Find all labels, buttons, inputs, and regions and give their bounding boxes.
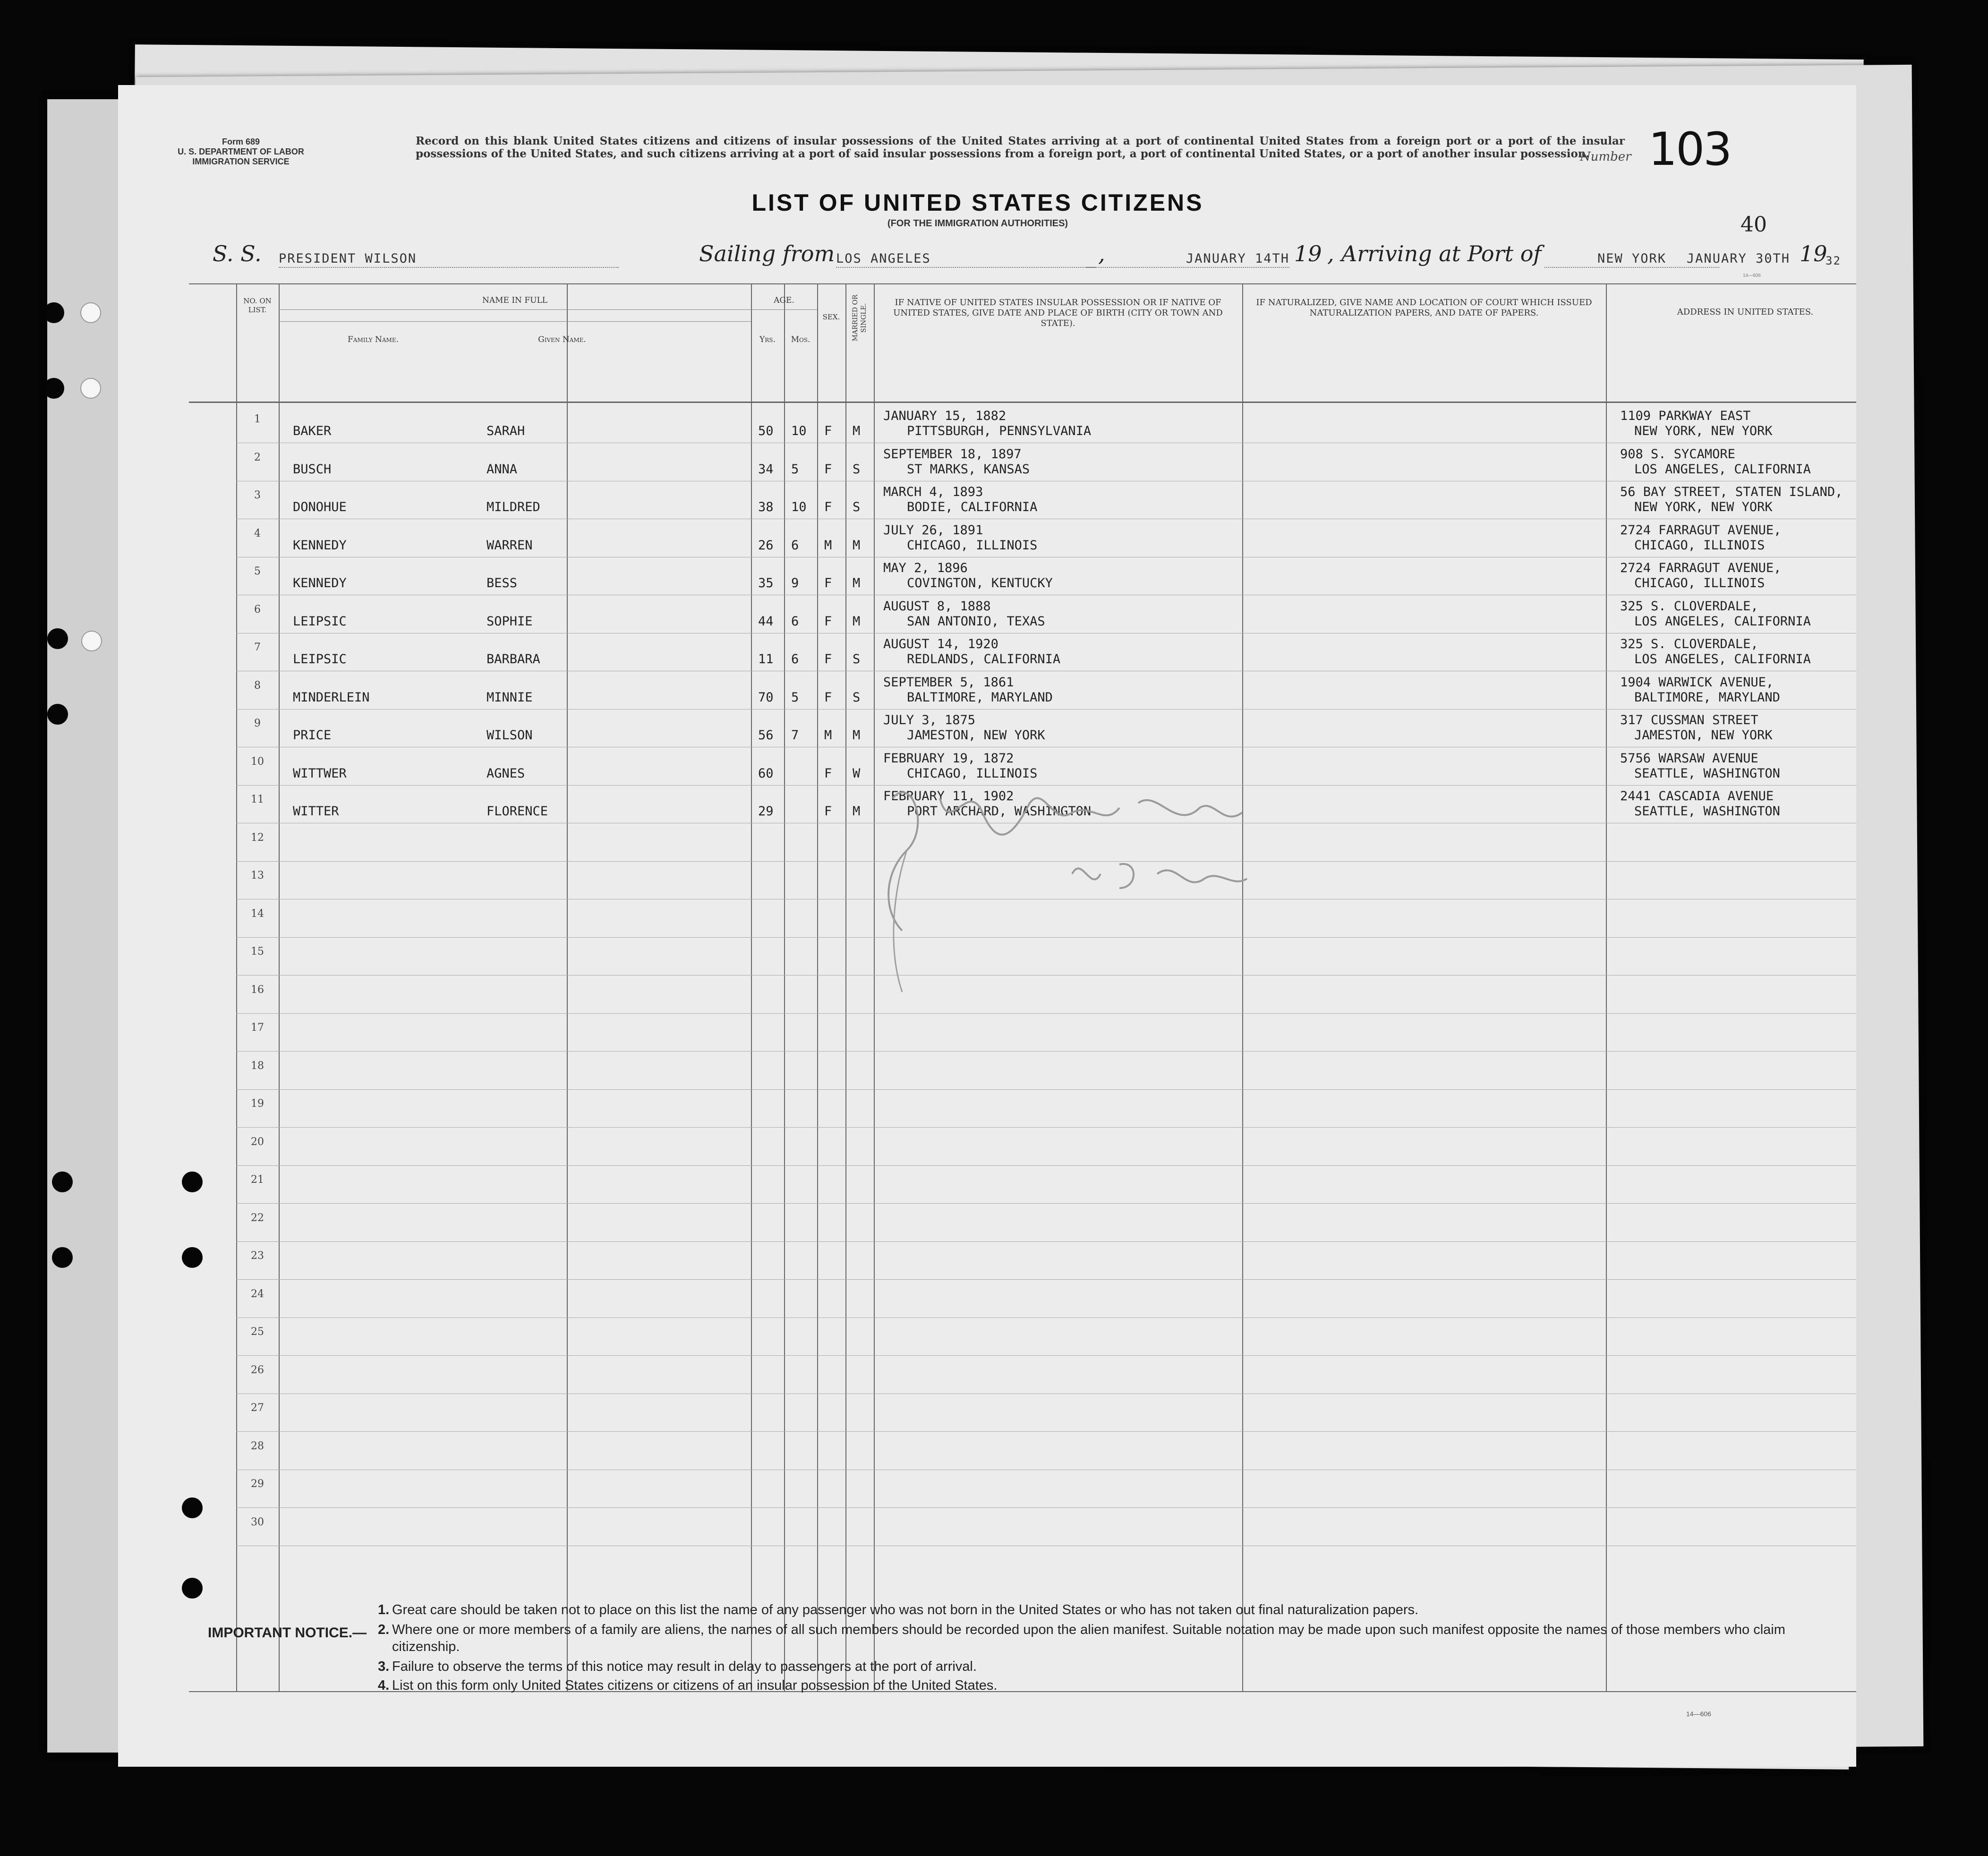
row-rule xyxy=(236,1051,1856,1052)
header-birth: IF NATIVE OF UNITED STATES INSULAR POSSESSION OR IF NATIVE OF UNITED STATES, GIVE DATE AND PLACE OF BIRTH (CITY OR TOWN AND STATE). xyxy=(893,298,1223,328)
row-number: 22 xyxy=(251,1212,264,1224)
family-name-cell: KENNEDY xyxy=(293,576,347,590)
service-name: IMMIGRATION SERVICE xyxy=(192,157,290,166)
birth-date-cell: JANUARY 15, 1882 xyxy=(883,409,1007,423)
age-months-cell: 9 xyxy=(791,576,799,590)
row-number: 1 xyxy=(254,413,261,425)
address-line2-cell: CHICAGO, ILLINOIS xyxy=(1634,576,1765,590)
department-name: U. S. DEPARTMENT OF LABOR xyxy=(178,147,304,156)
sex-cell: F xyxy=(824,690,832,705)
address-line2-cell: NEW YORK, NEW YORK xyxy=(1634,500,1773,514)
ss-label: S. S. xyxy=(213,241,262,266)
binder-hole xyxy=(182,1497,203,1518)
family-name-cell: PRICE xyxy=(293,728,332,743)
number-label: Number xyxy=(1580,150,1631,164)
family-name-cell: BAKER xyxy=(293,424,332,438)
row-rule xyxy=(236,1507,1856,1508)
row-number: 18 xyxy=(251,1060,264,1072)
address-line1-cell: 317 CUSSMAN STREET xyxy=(1620,713,1758,727)
row-number: 16 xyxy=(251,984,264,996)
manifest-page xyxy=(118,85,1856,1767)
record-instructions: Record on this blank United States citizens and citizens of insular possessions of the United States arriving at a port of continental United States from a foreign port or a port of the insular possessions of the United States, and such citizens arriving at a port of said insular possessions from a foreign port, a port of continental United States, or a port of another insular possession. xyxy=(416,135,1625,160)
sex-cell: F xyxy=(824,462,832,477)
birth-date-cell: SEPTEMBER 18, 1897 xyxy=(883,446,1022,462)
address-line2-cell: SEATTLE, WASHINGTON xyxy=(1634,804,1780,819)
sex-cell: F xyxy=(824,804,832,819)
sex-cell: F xyxy=(824,424,832,438)
row-number: 28 xyxy=(251,1440,264,1452)
row-number: 8 xyxy=(254,679,261,692)
row-number: 15 xyxy=(251,946,264,958)
row-number: 27 xyxy=(251,1402,264,1414)
marital-status-cell: S xyxy=(853,500,861,514)
given-name-cell: WARREN xyxy=(486,538,533,553)
header-yrs: Yrs. xyxy=(759,335,776,344)
row-number: 6 xyxy=(254,603,261,616)
header-naturalization: IF NATURALIZED, GIVE NAME AND LOCATION OF COURT WHICH ISSUED NATURALIZATION PAPERS, AND DATE OF PAPERS. xyxy=(1256,298,1592,318)
age-years-cell: 44 xyxy=(758,614,774,629)
binder-hole xyxy=(182,1247,203,1268)
binder-hole xyxy=(43,378,64,399)
address-line1-cell: 2724 FARRAGUT AVENUE, xyxy=(1620,561,1782,575)
birth-place-cell: COVINGTON, KENTUCKY xyxy=(907,576,1053,590)
row-number: 24 xyxy=(251,1288,264,1300)
row-rule xyxy=(236,1241,1856,1242)
row-number: 29 xyxy=(251,1478,264,1490)
sex-cell: F xyxy=(824,576,832,590)
row-rule xyxy=(236,1127,1856,1128)
binder-hole xyxy=(43,302,64,323)
birth-date-cell: JULY 3, 1875 xyxy=(883,713,976,727)
address-line2-cell: LOS ANGELES, CALIFORNIA xyxy=(1634,614,1811,629)
binder-hole xyxy=(80,378,101,399)
important-notice xyxy=(208,1601,1814,1743)
handwritten-annotation xyxy=(874,770,1441,1016)
given-name-cell: ANNA xyxy=(486,462,518,477)
sex-cell: M xyxy=(824,538,832,553)
header-married: MARRIED OR SINGLE. xyxy=(852,294,868,342)
age-years-cell: 60 xyxy=(758,766,774,781)
header-address: ADDRESS IN UNITED STATES. xyxy=(1677,307,1814,317)
given-name-cell: FLORENCE xyxy=(486,804,548,819)
binder-hole xyxy=(80,302,101,323)
row-number: 25 xyxy=(251,1326,264,1338)
marital-status-cell: S xyxy=(853,690,861,705)
row-number: 5 xyxy=(254,565,261,577)
age-years-cell: 29 xyxy=(758,804,774,819)
sex-cell: M xyxy=(824,728,832,743)
page-number: 40 xyxy=(1741,213,1767,237)
notice-item-4: 4. List on this form only United States citizens or citizens of an insular possession of the United States. xyxy=(378,1678,998,1693)
header-name-in-full: NAME IN FULL xyxy=(482,296,548,305)
given-name-cell: MINNIE xyxy=(486,690,533,705)
header-mos: Mos. xyxy=(791,335,811,344)
age-months-cell: 10 xyxy=(791,500,807,514)
age-years-cell: 50 xyxy=(758,424,774,438)
binder-hole xyxy=(52,1247,73,1268)
marital-status-cell: S xyxy=(853,462,861,477)
birth-place-cell: SAN ANTONIO, TEXAS xyxy=(907,614,1045,629)
row-rule xyxy=(236,1279,1856,1280)
age-months-cell: 6 xyxy=(791,614,799,629)
given-name-cell: WILSON xyxy=(486,728,533,743)
row-rule xyxy=(236,1317,1856,1318)
birth-place-cell: BODIE, CALIFORNIA xyxy=(907,500,1038,514)
header-sex: SEX. xyxy=(822,313,840,321)
row-number: 26 xyxy=(251,1364,264,1376)
header-no: NO. ON LIST. xyxy=(243,297,272,314)
address-line1-cell: 908 S. SYCAMORE xyxy=(1620,446,1735,462)
given-name-cell: MILDRED xyxy=(486,500,540,514)
sex-cell: F xyxy=(824,652,832,667)
family-name-cell: DONOHUE xyxy=(293,500,347,514)
page-title: LIST OF UNITED STATES CITIZENS xyxy=(751,189,1204,216)
family-name-cell: LEIPSIC xyxy=(293,614,347,629)
row-rule xyxy=(236,1355,1856,1356)
departure-date: JANUARY 14TH xyxy=(1086,251,1289,268)
row-number: 2 xyxy=(254,451,261,463)
age-months-cell: 5 xyxy=(791,462,799,477)
address-line2-cell: LOS ANGELES, CALIFORNIA xyxy=(1634,652,1811,667)
marital-status-cell: M xyxy=(853,538,861,553)
row-number: 23 xyxy=(251,1250,264,1262)
address-line2-cell: SEATTLE, WASHINGTON xyxy=(1634,766,1780,781)
binder-hole xyxy=(47,704,68,725)
arrival-year: 32 xyxy=(1826,254,1841,267)
row-number: 20 xyxy=(251,1136,264,1148)
age-months-cell: 7 xyxy=(791,728,799,743)
row-number: 12 xyxy=(251,831,264,844)
age-years-cell: 70 xyxy=(758,690,774,705)
header-age: AGE. xyxy=(774,296,794,305)
binder-hole xyxy=(182,1172,203,1192)
row-number: 17 xyxy=(251,1022,264,1034)
row-rule xyxy=(236,709,1856,710)
notice-item-2: 2. Where one or more members of a family are aliens, the names of all such members should be recorded upon the alien manifest. Suitable notation may be made upon such manifest opposite the names of those members who claim citizenship. xyxy=(378,1622,1785,1654)
family-name-cell: KENNEDY xyxy=(293,538,347,553)
sex-cell: F xyxy=(824,500,832,514)
address-line2-cell: JAMESTON, NEW YORK xyxy=(1634,728,1773,743)
birth-date-cell: MARCH 4, 1893 xyxy=(883,485,983,499)
birth-date-cell: AUGUST 14, 1920 xyxy=(883,637,998,651)
marital-status-cell: M xyxy=(853,804,861,819)
birth-place-cell: PITTSBURGH, PENNSYLVANIA xyxy=(907,424,1092,438)
birth-place-cell: JAMESTON, NEW YORK xyxy=(907,728,1045,743)
row-rule xyxy=(236,1089,1856,1090)
row-rule xyxy=(236,1165,1856,1166)
form-code: 14—606 xyxy=(1686,1710,1711,1718)
marital-status-cell: S xyxy=(853,652,861,667)
row-rule xyxy=(236,1203,1856,1204)
age-years-cell: 35 xyxy=(758,576,774,590)
binder-hole xyxy=(47,628,68,649)
address-line2-cell: LOS ANGELES, CALIFORNIA xyxy=(1634,462,1811,477)
row-number: 14 xyxy=(251,907,264,920)
marital-status-cell: M xyxy=(853,614,861,629)
row-number: 10 xyxy=(251,755,264,768)
arrival-port: NEW YORK xyxy=(1544,251,1719,268)
age-months-cell: 10 xyxy=(791,424,807,438)
birth-place-cell: CHICAGO, ILLINOIS xyxy=(907,538,1038,553)
age-years-cell: 11 xyxy=(758,652,774,667)
sailing-label: Sailing from xyxy=(699,241,835,266)
birth-place-cell: REDLANDS, CALIFORNIA xyxy=(907,652,1061,667)
row-number: 9 xyxy=(254,718,261,729)
arriving-label: Arriving at Port of xyxy=(1341,241,1542,266)
row-number: 11 xyxy=(251,794,264,805)
notice-item-3: 3. Failure to observe the terms of this notice may result in delay to passengers at the port of arrival. xyxy=(378,1659,977,1674)
header-given-name: Given Name. xyxy=(538,335,586,344)
address-line1-cell: 1904 WARWICK AVENUE, xyxy=(1620,675,1774,690)
sex-cell: F xyxy=(824,766,832,781)
family-name-cell: WITTER xyxy=(293,804,339,819)
address-line2-cell: BALTIMORE, MARYLAND xyxy=(1634,690,1780,705)
given-name-cell: SOPHIE xyxy=(486,614,533,629)
address-line1-cell: 325 S. CLOVERDALE, xyxy=(1620,599,1758,614)
given-name-cell: AGNES xyxy=(486,766,525,781)
birth-place-cell: ST MARKS, KANSAS xyxy=(907,462,1030,477)
address-line2-cell: NEW YORK, NEW YORK xyxy=(1634,424,1773,438)
age-years-cell: 56 xyxy=(758,728,774,743)
year-prefix: 19 xyxy=(1800,241,1827,266)
row-number: 19 xyxy=(251,1098,264,1110)
birth-place-cell: BALTIMORE, MARYLAND xyxy=(907,690,1053,705)
age-months-cell: 6 xyxy=(791,652,799,667)
birth-date-cell: JULY 26, 1891 xyxy=(883,522,983,538)
address-line2-cell: CHICAGO, ILLINOIS xyxy=(1634,538,1765,553)
marital-status-cell: M xyxy=(853,728,861,743)
age-months-cell: 6 xyxy=(791,538,799,553)
sex-cell: F xyxy=(824,614,832,629)
age-years-cell: 26 xyxy=(758,538,774,553)
family-name-cell: MINDERLEIN xyxy=(293,690,370,705)
age-years-cell: 38 xyxy=(758,500,774,514)
given-name-cell: BARBARA xyxy=(486,652,540,667)
binder-hole xyxy=(52,1172,73,1192)
form-number: Form 689 xyxy=(222,137,260,146)
age-months-cell: 5 xyxy=(791,690,799,705)
row-rule xyxy=(236,1431,1856,1432)
age-years-cell: 34 xyxy=(758,462,774,477)
marital-status-cell: M xyxy=(853,424,861,438)
address-line1-cell: 1109 PARKWAY EAST xyxy=(1620,409,1751,423)
address-line1-cell: 2441 CASCADIA AVENUE xyxy=(1620,789,1774,804)
year-prefix: 19 xyxy=(1294,241,1322,266)
header-family-name: Family Name. xyxy=(347,335,399,344)
voyage-line: S. S. PRESIDENT WILSON Sailing from LOS ANGELES , JANUARY 14TH 19 , Arriving at Port of NEW YORK JANUARY 30TH 19 32 14—606 xyxy=(213,241,1841,278)
birth-date-cell: MAY 2, 1896 xyxy=(883,561,968,575)
row-number: 30 xyxy=(251,1516,264,1528)
family-name-cell: BUSCH xyxy=(293,462,332,477)
page-subtitle: (FOR THE IMMIGRATION AUTHORITIES) xyxy=(887,218,1068,229)
row-number: 4 xyxy=(254,527,261,539)
given-name-cell: SARAH xyxy=(486,424,525,438)
binder-hole xyxy=(182,1578,203,1599)
arrival-date: JANUARY 30TH xyxy=(1686,251,1790,266)
notice-item-1: 1. Great care should be taken not to place on this list the name of any passenger who was not born in the United States or who has not taken out final naturalization papers. xyxy=(378,1602,1419,1617)
birth-place-cell: PORT ARCHARD, WASHINGTON xyxy=(907,804,1092,819)
address-line1-cell: 56 BAY STREET, STATEN ISLAND, xyxy=(1620,485,1843,499)
address-line1-cell: 2724 FARRAGUT AVENUE, xyxy=(1620,522,1782,538)
marital-status-cell: W xyxy=(853,766,861,781)
notice-heading: IMPORTANT NOTICE.— xyxy=(208,1625,367,1641)
birth-date-cell: SEPTEMBER 5, 1861 xyxy=(883,675,1014,690)
birth-date-cell: FEBRUARY 19, 1872 xyxy=(883,751,1014,766)
marital-status-cell: M xyxy=(853,576,861,590)
row-number: 3 xyxy=(254,489,261,501)
list-number: 103 xyxy=(1648,123,1731,176)
address-line1-cell: 5756 WARSAW AVENUE xyxy=(1620,751,1758,766)
row-number: 13 xyxy=(251,870,264,881)
row-number: 21 xyxy=(251,1174,264,1186)
binder-hole xyxy=(81,631,102,651)
printer-note: 14—606 xyxy=(1743,273,1761,278)
birth-place-cell: CHICAGO, ILLINOIS xyxy=(907,766,1038,781)
departure-port: LOS ANGELES xyxy=(836,251,1096,268)
form-identifier xyxy=(118,137,364,167)
birth-date-cell: AUGUST 8, 1888 xyxy=(883,599,991,614)
address-line1-cell: 325 S. CLOVERDALE, xyxy=(1620,637,1758,651)
family-name-cell: LEIPSIC xyxy=(293,652,347,667)
birth-date-cell: FEBRUARY 11, 1902 xyxy=(883,789,1014,804)
ship-name: PRESIDENT WILSON xyxy=(279,251,619,268)
given-name-cell: BESS xyxy=(486,576,518,590)
row-number: 7 xyxy=(254,641,261,653)
family-name-cell: WITTWER xyxy=(293,766,347,781)
